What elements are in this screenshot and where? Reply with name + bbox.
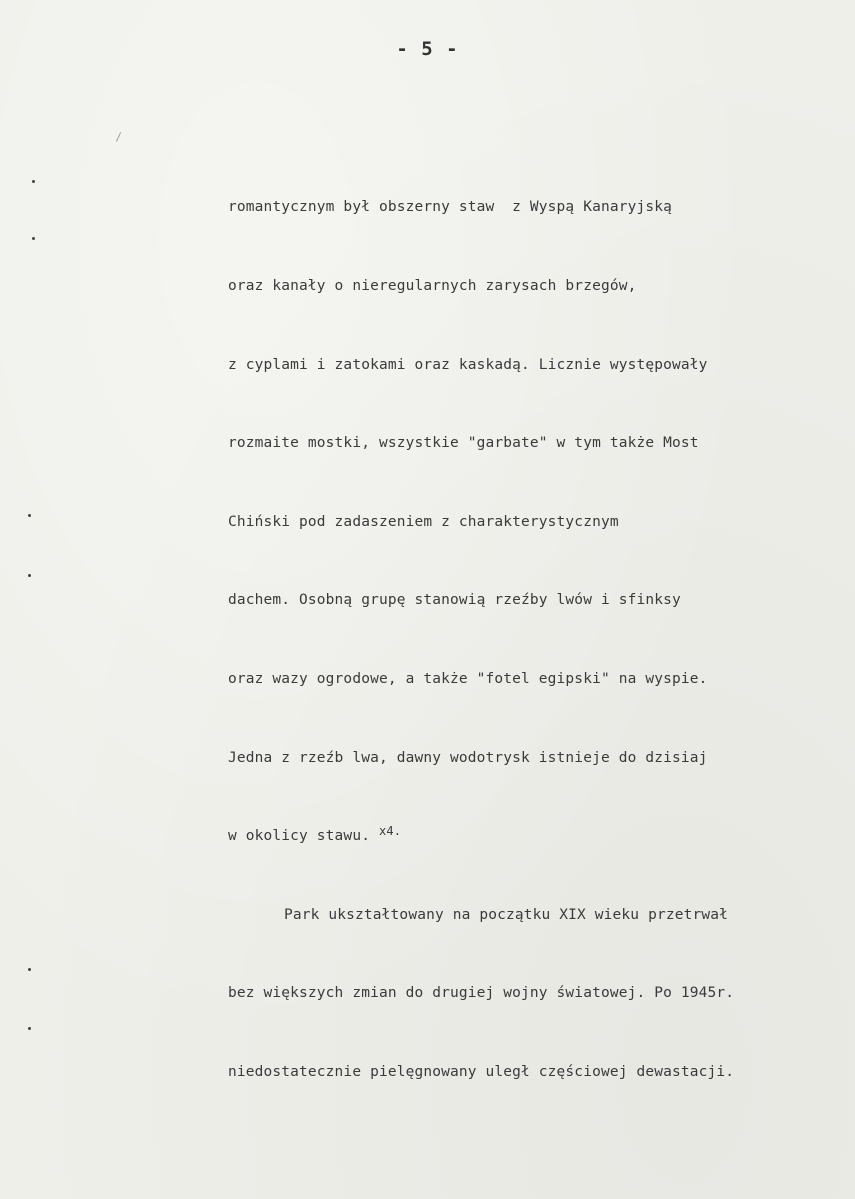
paragraph-1-line: dachem. Osobną grupę stanowią rzeźby lwów i sfinksy (228, 592, 681, 609)
paragraph-1-line: w okolicy stawu. (228, 828, 371, 845)
pen-mark (116, 132, 121, 141)
paragraph-1-line: oraz kanały o nieregularnych zarysach brzegów, (228, 278, 637, 294)
margin-dot (32, 180, 35, 183)
footnote-reference: x4. (378, 824, 402, 839)
margin-dot (28, 574, 31, 577)
paragraph-1-line: Chiński pod zadaszeniem z charakterystycznym (228, 513, 619, 530)
page-number: - 5 - (396, 38, 459, 60)
paragraph-2-line: bez większych zmian do drugiej wojny światowej. Po 1945r. (228, 985, 735, 1002)
paragraph-2-line: niedostatecznie pielęgnowany uległ częściowej dewastacji. (228, 1063, 735, 1080)
paragraph-1-last-line (228, 823, 838, 849)
paragraph-1-line: rozmaite mostki, wszystkie "garbate" w tym także Most (228, 435, 699, 452)
margin-dot (28, 514, 31, 517)
margin-dot (28, 1027, 31, 1030)
paragraph-1-line: oraz wazy ogrodowe, a także "fotel egipski" na wyspie. (228, 670, 708, 687)
margin-dot (32, 237, 35, 240)
paragraph-1-line: romantycznym był obszerny staw z Wyspą Kanaryjską (228, 199, 672, 216)
paragraph-2-line: Park ukształtowany na początku XIX wieku przetrwał (284, 906, 728, 923)
body-text (228, 142, 838, 1138)
paragraph-1-line: Jedna z rzeźb lwa, dawny wodotrysk istnieje do dzisiaj (228, 749, 708, 766)
paragraph-1-line: z cyplami i zatokami oraz kaskadą. Licznie występowały (228, 356, 708, 373)
margin-dot (28, 968, 31, 971)
